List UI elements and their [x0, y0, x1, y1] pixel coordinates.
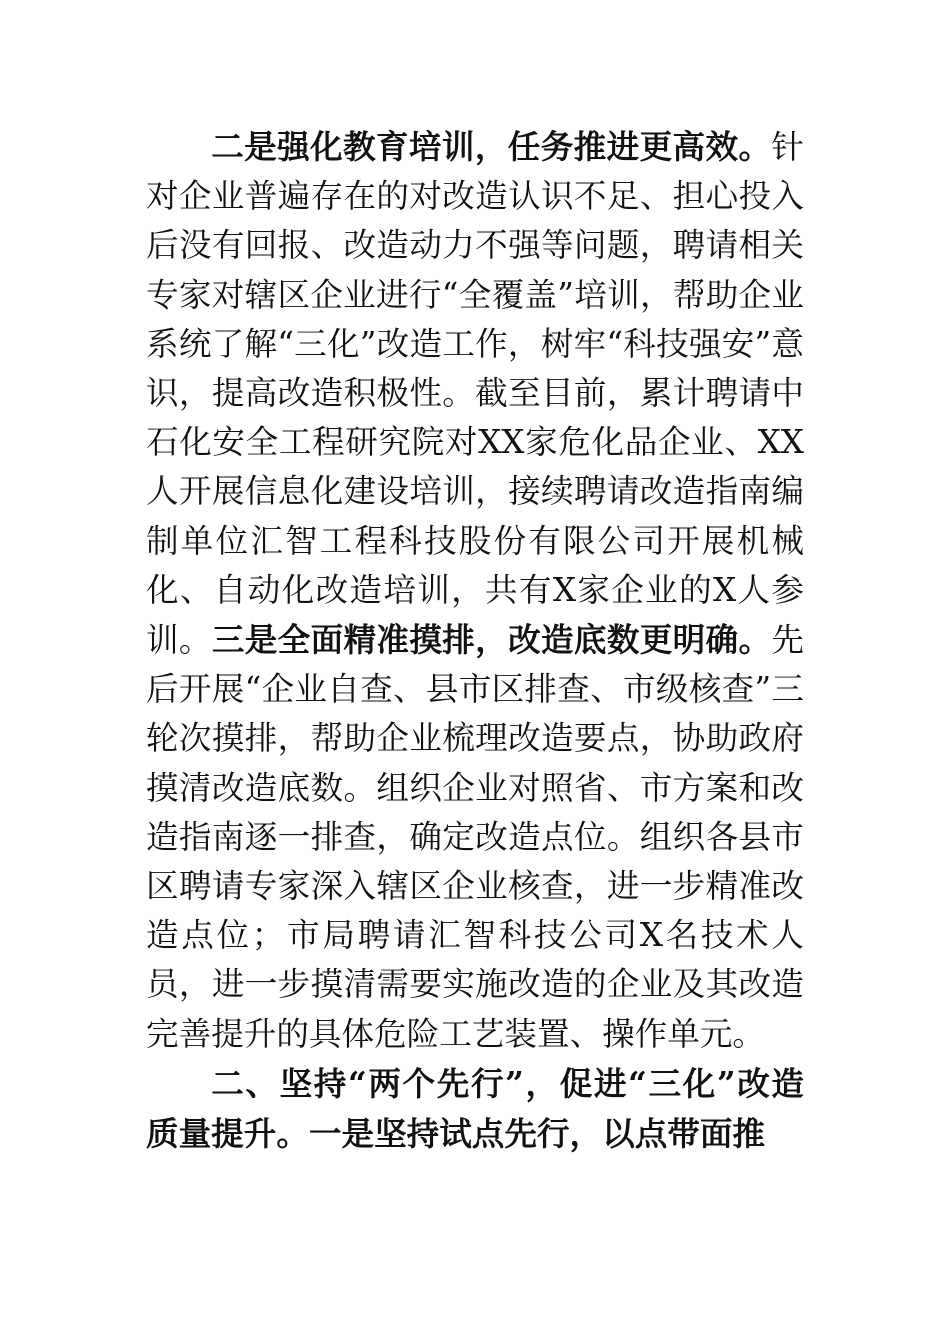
body-text-precise-survey: 先后开展“企业自查、县市区排查、市级核查”三轮次摸排，帮助企业梳理改造要点，协助政府摸清改造底数。组织企业对照省、市方案和改造指南逐一排查，确定改造点位。组织各县市区聘请专家深入辖区企业核查，进一步精准改造点位；市局聘请汇智科技公司X名技术人员，进一步摸清需要实施改造的企业及其改造完善提升的具体危险工艺装置、操作单元。 — [146, 621, 804, 1053]
paragraph-two-pioneers — [146, 1059, 804, 1159]
body-text-education-training: 针对企业普遍存在的对改造认识不足、担心投入后没有回报、改造动力不强等问题，聘请相关专家对辖区企业进行“全覆盖”培训，帮助企业系统了解“三化”改造工作，树牢“科技强安”意识，提高改造积极性。截至目前，累计聘请中石化安全工程研究院对XX家危化品企业、XX人开展信息化建设培训，接续聘请改造指南编制单位汇智工程科技股份有限公司开展机械化、自动化改造培训，共有X家企业的X人参训。 — [146, 128, 804, 660]
section-heading-two-pioneers: 二、坚持“两个先行”，促进“三化”改造质量提升。 — [146, 1063, 804, 1154]
point-heading-education-training: 二是强化教育培训，任务推进更高效。 — [211, 127, 772, 166]
point-heading-pilot-first: 一是坚持试点先行，以点带面推 — [308, 1114, 766, 1154]
point-heading-precise-survey: 三是全面精准摸排，改造底数更明确。 — [211, 620, 772, 660]
paragraph-education-and-survey — [146, 122, 804, 1059]
